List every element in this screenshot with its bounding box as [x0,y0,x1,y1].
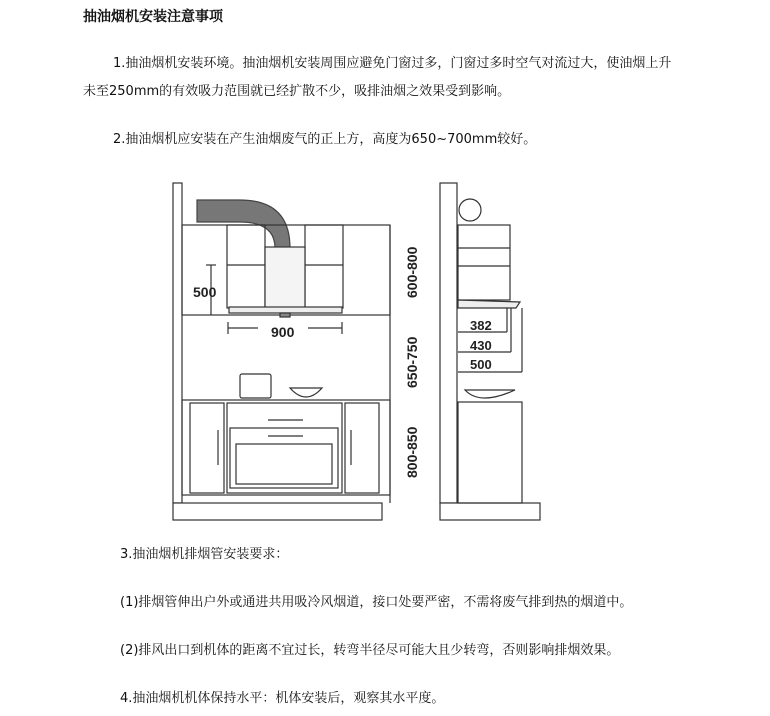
pot [240,374,271,398]
side-view [440,183,540,520]
side-dim-382: 382 [470,318,492,333]
front-view [173,183,420,520]
hood-width-label: 900 [271,324,295,340]
upper-dimension-label: 600-800 [404,246,420,298]
side-dim-430: 430 [470,338,492,353]
paragraph-3: 3.抽油烟机排烟管安装要求： [120,547,289,562]
middle-dimension-label: 650-750 [404,336,420,388]
hood-height-label: 500 [193,284,217,300]
paragraph-3-2: (2)排风出口到机体的距离不宜过长，转弯半径尽可能大且少转弯，否则影响排烟效果。 [120,643,620,658]
range-hood-installation-diagram [140,170,560,530]
wok [290,388,322,397]
page-title: 抽油烟机安装注意事项 [83,9,223,25]
side-dim-500: 500 [470,357,492,372]
exhaust-duct [197,200,290,248]
paragraph-4: 4.抽油烟机机体保持水平：机体安装后，观察其水平度。 [120,691,445,706]
paragraph-3-1: (1)排烟管伸出户外或通进共用吸冷风烟道，接口处要严密，不需将废气排到热的烟道中。 [120,595,633,610]
lower-dimension-label: 800-850 [404,426,420,478]
range-hood [265,247,305,308]
paragraph-1: 1.抽油烟机安装环境。抽油烟机安装周围应避免门窗过多，门窗过多时空气对流过大，使油烟上升未至250mm的有效吸力范围就已经扩散不少，吸排油烟之效果受到影响。 [83,56,672,99]
paragraph-2: 2.抽油烟机应安装在产生油烟废气的正上方，高度为650~700mm较好。 [113,132,537,147]
